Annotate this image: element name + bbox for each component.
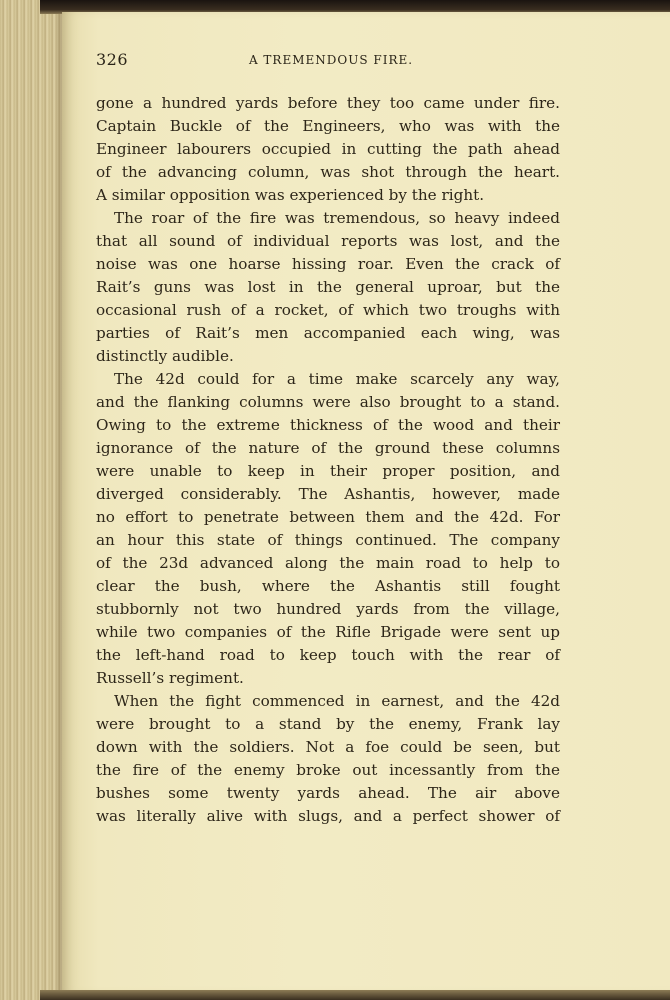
text-line: down with the soldiers. Not a foe could be seen, but <box>96 738 560 756</box>
page-header <box>96 50 526 74</box>
text-line: Engineer labourers occupied in cutting the path ahead <box>96 140 560 158</box>
text-line: the left-hand road to keep touch with the rear of <box>96 646 560 664</box>
text-line: no effort to penetrate between them and the 42d. For <box>96 508 560 526</box>
text-line: were brought to a stand by the enemy, Frank lay <box>96 715 560 733</box>
text-line: were unable to keep in their proper position, and <box>96 462 560 480</box>
text-line: of the advancing column, was shot through the heart. <box>96 163 560 181</box>
text-line: that all sound of individual reports was lost, and the <box>96 232 560 250</box>
text-line: Rait’s guns was lost in the general uproar, but the <box>96 278 560 296</box>
text-line: and the flanking columns were also brought to a stand. <box>96 393 560 411</box>
text-line: The roar of the fire was tremendous, so heavy indeed <box>114 209 560 227</box>
body-text <box>96 92 560 828</box>
page-number: 326 <box>96 50 129 69</box>
text-line: Russell’s regiment. <box>96 669 244 687</box>
text-line: gone a hundred yards before they too came under fire. <box>96 94 560 112</box>
text-line: parties of Rait’s men accompanied each wing, was <box>96 324 560 342</box>
text-line: an hour this state of things continued. The company <box>96 531 560 549</box>
bottom-shadow <box>40 990 670 1000</box>
text-line: bushes some twenty yards ahead. The air above <box>96 784 560 802</box>
text-line: noise was one hoarse hissing roar. Even the crack of <box>96 255 560 273</box>
text-line: Captain Buckle of the Engineers, who was with the <box>96 117 560 135</box>
text-line: distinctly audible. <box>96 347 234 365</box>
running-head: A TREMENDOUS FIRE. <box>248 53 414 67</box>
page-edge-stack <box>0 0 64 1000</box>
text-line: was literally alive with slugs, and a perfect shower of <box>96 807 560 825</box>
text-line: occasional rush of a rocket, of which two troughs with <box>96 301 560 319</box>
text-line: When the fight commenced in earnest, and the 42d <box>114 692 560 710</box>
text-line: while two companies of the Rifle Brigade were sent up <box>96 623 560 641</box>
text-line: stubbornly not two hundred yards from the village, <box>96 600 560 618</box>
text-line: The 42d could for a time make scarcely any way, <box>114 370 560 388</box>
text-line: of the 23d advanced along the main road to help to <box>96 554 560 572</box>
text-line: the fire of the enemy broke out incessantly from the <box>96 761 560 779</box>
text-line: diverged considerably. The Ashantis, however, made <box>96 485 560 503</box>
text-line: ignorance of the nature of the ground these columns <box>96 439 560 457</box>
text-line: Owing to the extreme thickness of the wood and their <box>96 416 560 434</box>
text-line: A similar opposition was experienced by the right. <box>96 186 485 204</box>
text-line: clear the bush, where the Ashantis still fought <box>96 577 560 595</box>
